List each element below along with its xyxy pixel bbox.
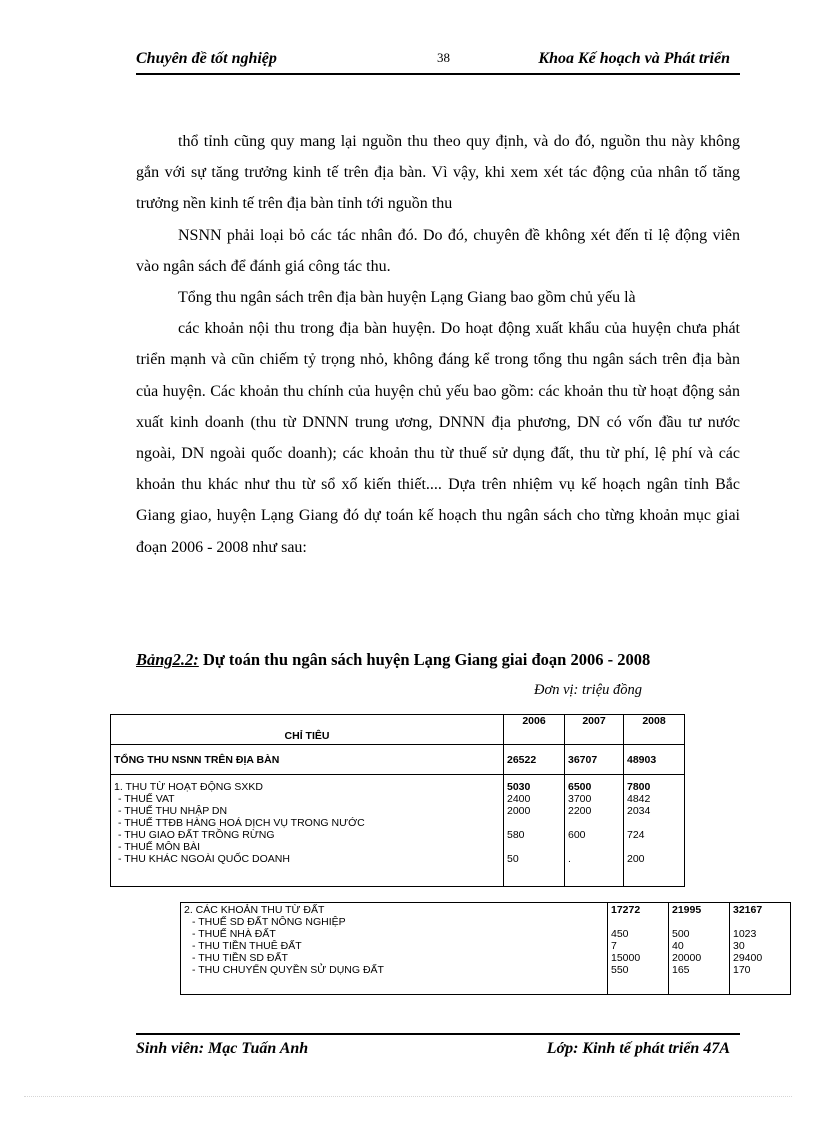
cell: 600 (568, 829, 586, 841)
cell: 50 (507, 853, 519, 865)
group2-labels (181, 903, 608, 995)
total-2006: 26522 (504, 745, 565, 775)
cell: 15000 (611, 952, 641, 964)
cell: 2034 (627, 805, 651, 817)
table-row-group-2 (181, 903, 791, 995)
cell (627, 817, 681, 829)
cell: 200 (627, 853, 645, 865)
cell: 29400 (733, 952, 763, 964)
cell: 500 (672, 928, 690, 940)
cell: 2400 (507, 793, 531, 805)
cell: 4842 (627, 793, 651, 805)
cell (507, 817, 561, 829)
table-row-total (111, 745, 685, 775)
cell: 724 (627, 829, 645, 841)
page-number: 38 (437, 50, 450, 65)
paragraph-1: thổ tỉnh cũng quy mang lại nguồn thu theo quy định, và do đó, nguồn thu này không gắn với sự tăng trưởng kinh tế trên địa bàn. Vì vậy, khi xem xét tác động của nhân tố tăng trưởng nền kinh tế trên địa bàn tỉnh tới nguồn thu (136, 133, 740, 213)
total-2008: 48903 (624, 745, 685, 775)
unit-label: Đơn vị: triệu đồng (534, 682, 643, 698)
cell (611, 916, 665, 928)
cell (733, 916, 787, 928)
group1-row-label: - THU KHÁC NGOÀI QUỐC DOANH (118, 853, 290, 865)
group1-row-label: - THUẾ TTĐB HÀNG HOÁ DỊCH VỤ TRONG NƯỚC (118, 817, 365, 829)
group1-2007 (565, 775, 624, 887)
cell: 450 (611, 928, 629, 940)
group1-total-2008: 7800 (627, 781, 651, 793)
cell: 165 (672, 964, 690, 976)
group2-row-label: - THUẾ SD ĐẤT NÔNG NGHIỆP (192, 916, 346, 928)
budget-table-part-1 (110, 714, 685, 887)
cell (568, 841, 620, 853)
group1-2008 (624, 775, 685, 887)
group1-total-2006: 5030 (507, 781, 531, 793)
footer-right: Lớp: Kinh tế phát triển 47A (546, 1040, 730, 1057)
group2-row-label: - THU CHUYỂN QUYỀN SỬ DỤNG ĐẤT (192, 964, 384, 976)
cell: 20000 (672, 952, 702, 964)
cell: 2200 (568, 805, 592, 817)
group1-title: 1. THU TỪ HOẠT ĐỘNG SXKD (114, 781, 263, 793)
table-caption-label: Bảng2.2: (136, 650, 199, 669)
group2-2007 (669, 903, 730, 995)
header-right: Khoa Kế hoạch và Phát triển (538, 50, 730, 67)
group2-row-label: - THUẾ NHÀ ĐẤT (192, 928, 276, 940)
table-caption-title: Dự toán thu ngân sách huyện Lạng Giang giai đoạn 2006 - 2008 (198, 650, 651, 669)
group2-total-2007: 21995 (672, 904, 702, 916)
group2-total-2008: 32167 (733, 904, 763, 916)
group1-2006 (504, 775, 565, 887)
header-2008: 2008 (624, 715, 685, 745)
header-left: Chuyên đề tốt nghiệp (136, 50, 277, 67)
paragraph-2: NSNN phải loại bỏ các tác nhân đó. Do đó, chuyên đề không xét đến tỉ lệ động viên vào ngân sách để đánh giá công tác thu. (136, 226, 740, 275)
group1-labels (111, 775, 504, 887)
cell (507, 841, 561, 853)
group1-row-label: - THUẾ VAT (118, 793, 175, 805)
header-indicator: CHỈ TIÊU (111, 715, 504, 745)
group2-row-label: - THU TIỀN SD ĐẤT (192, 952, 288, 964)
total-label: TỔNG THU NSNN TRÊN ĐỊA BÀN (111, 745, 504, 775)
cell: 170 (733, 964, 751, 976)
cell: 2000 (507, 805, 531, 817)
group2-2006 (608, 903, 669, 995)
page-bottom-divider (24, 1096, 792, 1097)
paragraph-3: Tổng thu ngân sách trên địa bàn huyện Lạng Giang bao gồm chủ yếu là (178, 289, 636, 307)
cell: . (568, 853, 571, 865)
table-caption (136, 650, 776, 670)
footer-rule (136, 1033, 740, 1035)
group2-title: 2. CÁC KHOẢN THU TỪ ĐẤT (184, 904, 325, 916)
cell (672, 916, 726, 928)
cell: 3700 (568, 793, 592, 805)
group2-total-2006: 17272 (611, 904, 641, 916)
table-row-group-1 (111, 775, 685, 887)
group1-row-label: - THUẾ THU NHẬP DN (118, 805, 228, 817)
paragraph-4: các khoản nội thu trong địa bàn huyện. Do hoạt động xuất khẩu của huyện chưa phát triển mạnh và cũn chiếm tỷ trọng nhỏ, không đáng kể trong tổng thu ngân sách trên địa bàn của huyện. Các khoản thu chính của huyện chủ yếu bao gồm: các khoản thu từ hoạt động sản xuất kinh doanh (thu từ DNNN trung ương, DNNN địa phương, DN có vốn đầu tư nước ngoài, DN ngoài quốc doanh); các khoản thu từ thuế sử dụng đất, thu từ phí, lệ phí và các khoản thu khác như thu từ sổ xố kiến thiết.... Dựa trên nhiệm vụ kế hoạch ngân tỉnh Bắc Giang giao, huyện Lạng Giang đó dự toán kế hoạch thu ngân sách cho từng khoản mục giai đoạn 2006 - 2008 như sau: (136, 320, 740, 556)
group1-row-label: - THU GIAO ĐẤT TRỒNG RỪNG (118, 829, 275, 841)
page-header (136, 50, 730, 72)
group1-total-2007: 6500 (568, 781, 592, 793)
cell: 40 (672, 940, 684, 952)
group1-row-label: - THUẾ MÔN BÀI (118, 841, 201, 853)
budget-table-part-2 (180, 902, 791, 995)
total-2007: 36707 (565, 745, 624, 775)
table-header-row (111, 715, 685, 745)
header-2007: 2007 (565, 715, 624, 745)
group2-2008 (730, 903, 791, 995)
cell (627, 841, 681, 853)
cell: 580 (507, 829, 525, 841)
cell: 30 (733, 940, 745, 952)
cell: 7 (611, 940, 617, 952)
group2-row-label: - THU TIỀN THUÊ ĐẤT (192, 940, 302, 952)
body-text (136, 126, 740, 563)
header-2006: 2006 (504, 715, 565, 745)
footer-left: Sinh viên: Mạc Tuấn Anh (136, 1040, 309, 1057)
header-rule (136, 73, 740, 75)
cell (568, 817, 620, 829)
cell: 1023 (733, 928, 757, 940)
cell: 550 (611, 964, 629, 976)
